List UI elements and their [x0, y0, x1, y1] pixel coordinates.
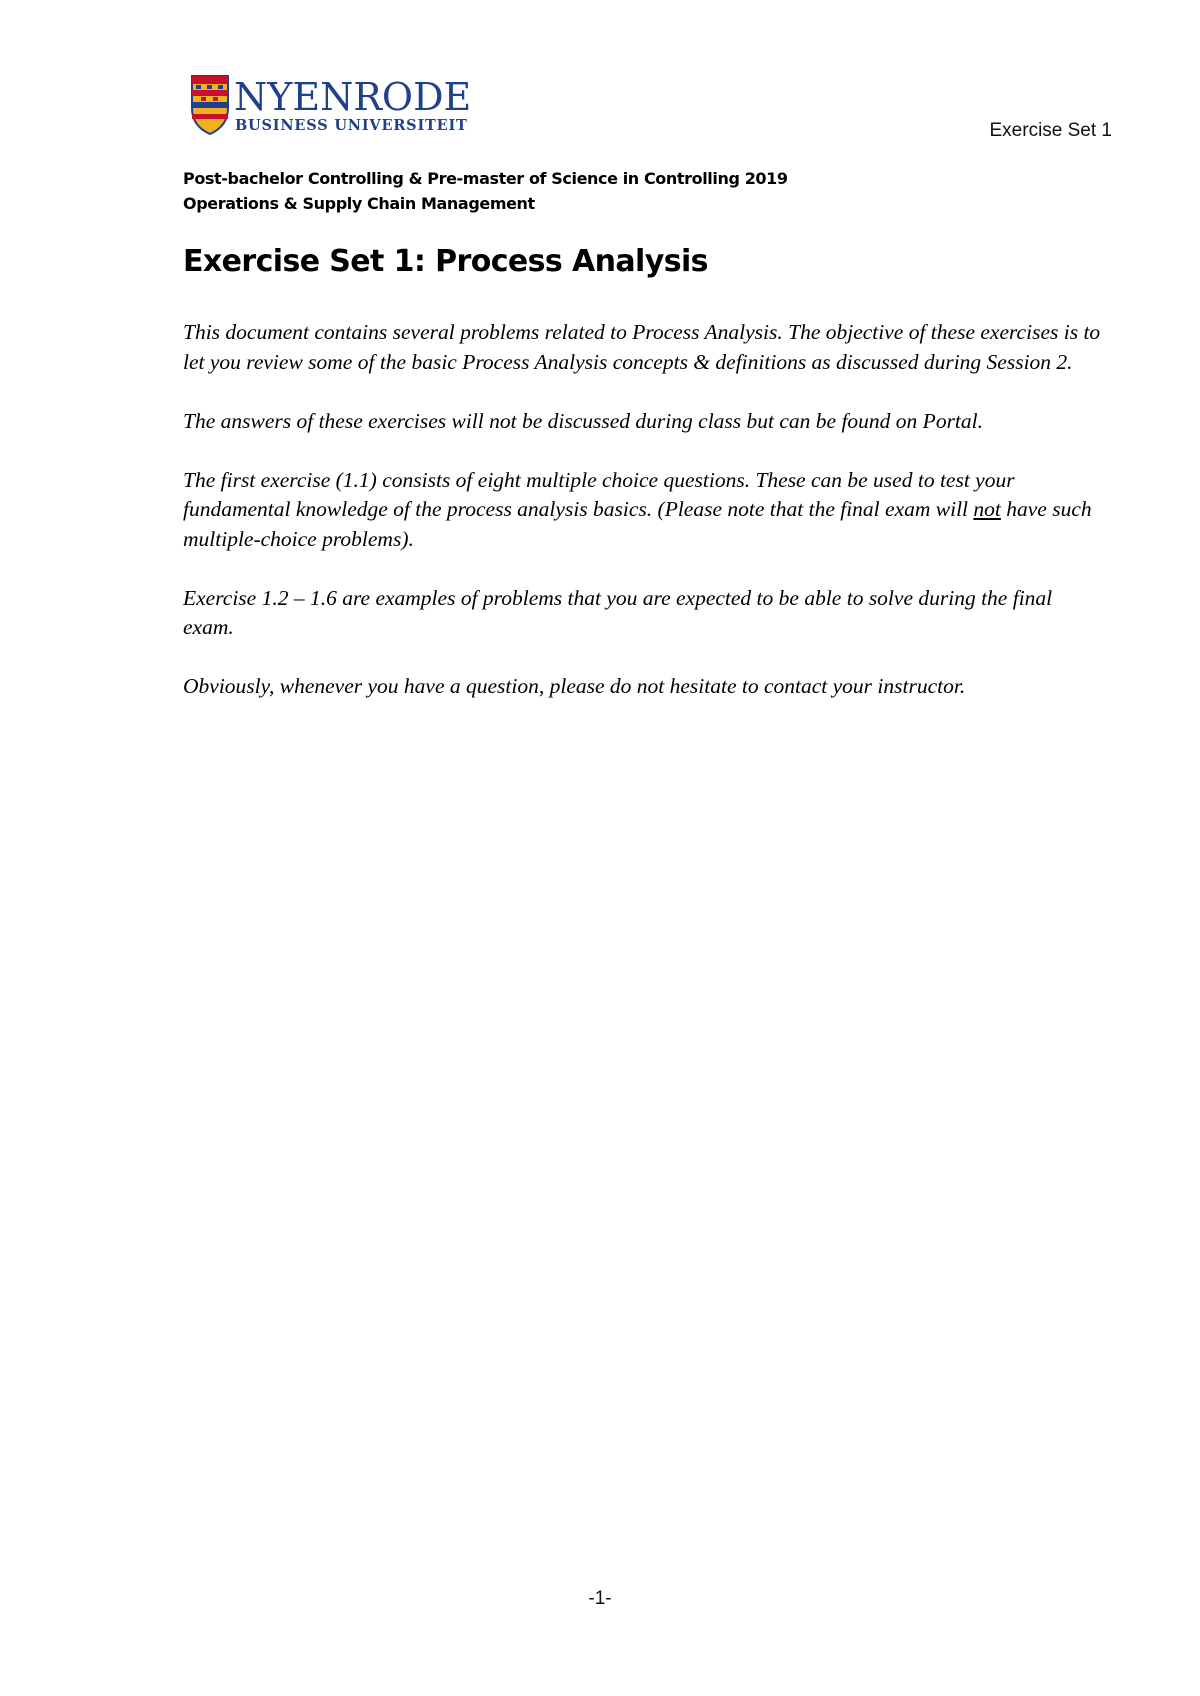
paragraph-intro: This document contains several problems related to Process Analysis. The objective of these exercises is to let you review some of the basic Process Analysis concepts & definitions as discussed during Session 2. — [183, 320, 1101, 374]
underlined-word: not — [973, 497, 1001, 521]
logo-name: NYENRODE — [234, 75, 472, 119]
paragraph-answers: The answers of these exercises will not be discussed during class but can be found on Portal. — [183, 408, 984, 433]
first-exercise-text: The first exercise (1.1) consists of eight multiple choice questions. These can be used to test your fundamental knowledge of the process analysis basics. (Please note that the final exam will — [183, 467, 1015, 521]
shield-icon — [192, 76, 228, 134]
logo-subtitle: BUSINESS UNIVERSITEIT — [235, 117, 468, 134]
page-title: Exercise Set 1: Process Analysis — [183, 244, 708, 279]
paragraph-first-exercise — [183, 466, 1103, 555]
first-exercise-text-end: have such multiple-choice problems). — [183, 497, 1092, 551]
paragraph-examples: Exercise 1.2 – 1.6 are examples of problems that you are expected to be able to solve during the final exam. — [183, 585, 1053, 639]
section-label: Exercise Set 1 — [989, 120, 1112, 141]
course-info — [183, 166, 788, 216]
course-subject: Operations & Supply Chain Management — [183, 194, 535, 213]
nyenrode-logo — [190, 74, 480, 136]
course-program: Post-bachelor Controlling & Pre-master of Science in Controlling 2019 — [183, 169, 788, 188]
paragraph-closing: Obviously, whenever you have a question, please do not hesitate to contact your instructor. — [183, 674, 966, 698]
document-body — [183, 318, 1103, 731]
page-number: -1- — [588, 1588, 612, 1609]
